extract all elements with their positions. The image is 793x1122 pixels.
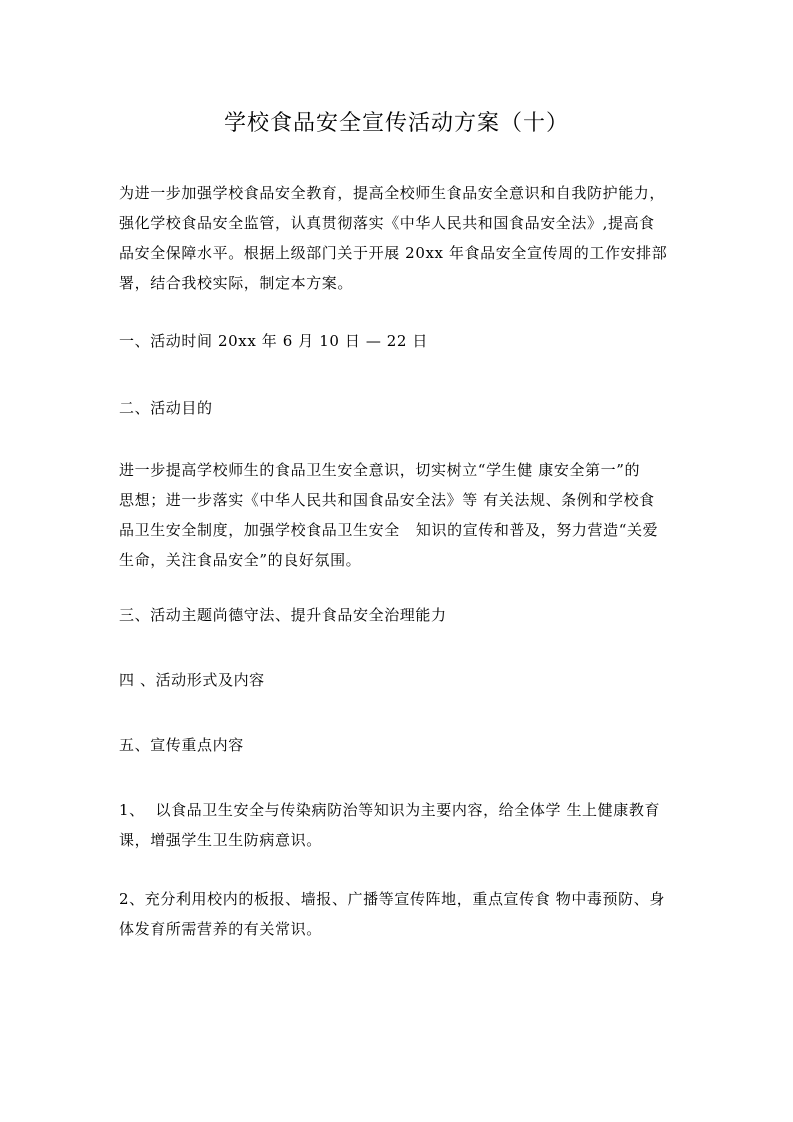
section-heading: 五、宣传重点内容 — [119, 736, 244, 754]
text-line: 署，结合我校实际，制定本方案。 — [119, 274, 354, 292]
text-line: 1、 以食品卫生安全与传染病防治等知识为主要内容，给全体学 生上健康教育 — [119, 801, 661, 819]
text-line: 思想；进一步落实《中华人民共和国食品安全法》等 有关法规、条例和学校食 — [119, 491, 655, 509]
text-line: 体发育所需营养的有关常识。 — [119, 920, 322, 938]
list-item-2 — [119, 884, 679, 944]
intro-paragraph — [119, 178, 679, 298]
section-heading: 一、活动时间 20xx 年 6 月 10 日 — 22 日 — [119, 332, 429, 350]
section-activity-time — [119, 326, 679, 356]
document-title: 学校食品安全宣传活动方案（十） — [223, 111, 569, 136]
text-line: 品安全保障水平。根据上级部门关于开展 20xx 年食品安全宣传周的工作安排部 — [119, 244, 668, 262]
text-line: 品卫生安全制度，加强学校食品卫生安全 知识的宣传和普及，努力营造“关爱 — [119, 521, 659, 539]
text-line: 进一步提高学校师生的食品卫生安全意识，切实树立“学生健 康安全第一”的 — [119, 461, 641, 479]
section-heading: 二、活动目的 — [119, 399, 213, 417]
text-line: 2、充分利用校内的板报、墙报、广播等宣传阵地，重点宣传食 物中毒预防、身 — [119, 890, 665, 908]
text-line: 为进一步加强学校食品安全教育，提高全校师生食品安全意识和自我防护能力， — [119, 184, 666, 202]
purpose-paragraph — [119, 455, 679, 575]
section-heading: 四 、活动形式及内容 — [119, 671, 265, 689]
list-item-1 — [119, 795, 679, 855]
text-line: 课，增强学生卫生防病意识。 — [119, 831, 322, 849]
section-heading: 三、活动主题尚德守法、提升食品安全治理能力 — [119, 606, 447, 624]
text-line: 生命，关注食品安全”的良好氛围。 — [119, 551, 362, 569]
section-key-content — [119, 730, 679, 760]
section-activity-theme — [119, 600, 679, 630]
section-activity-form — [119, 665, 679, 695]
text-line: 强化学校食品安全监管，认真贯彻落实《中华人民共和国食品安全法》,提高食 — [119, 214, 655, 232]
section-activity-purpose-heading — [119, 393, 679, 423]
